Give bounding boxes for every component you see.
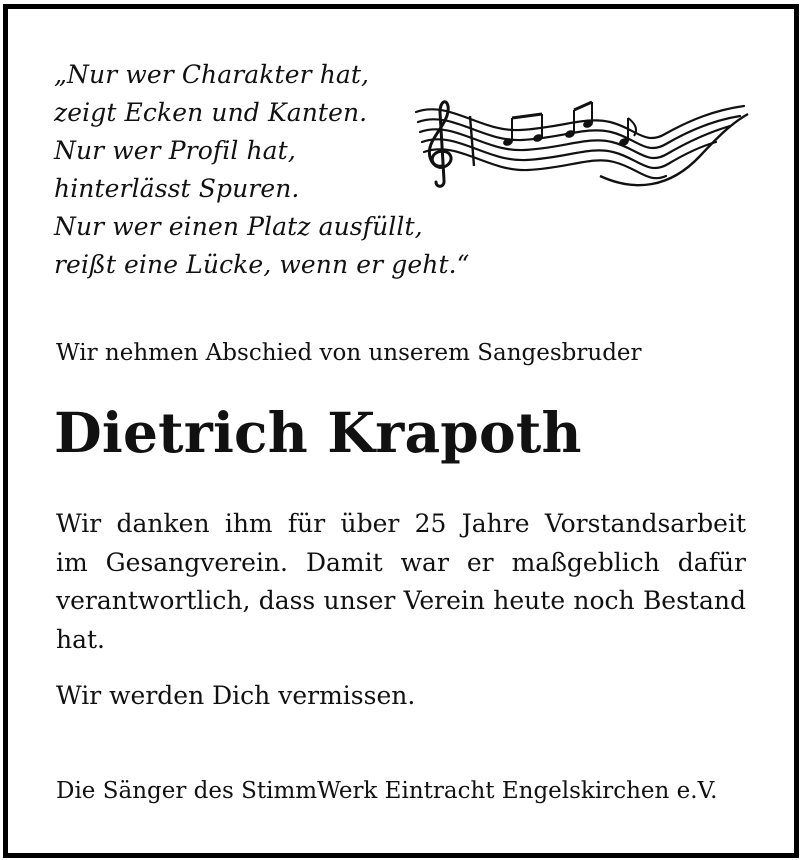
tribute-paragraph bbox=[56, 505, 746, 659]
quote-line: reißt eine Lücke, wenn er geht.“ bbox=[54, 250, 470, 279]
signature-text: Die Sänger des StimmWerk Eintracht Engelskirchen e.V. bbox=[56, 778, 718, 804]
music-staff-icon bbox=[410, 96, 750, 192]
quote-line: Nur wer Profil hat, bbox=[54, 136, 296, 165]
paragraph-line: hat. bbox=[56, 624, 105, 654]
quote-line: Nur wer einen Platz ausfüllt, bbox=[54, 212, 423, 241]
quote-line: „Nur wer Charakter hat, bbox=[54, 60, 370, 89]
paragraph-line: im Gesangverein. Damit war er maßgeblich dafür bbox=[56, 547, 746, 577]
paragraph-line: Wir danken ihm für über 25 Jahre Vorstandsarbeit bbox=[56, 509, 746, 538]
quote-line: hinterlässt Spuren. bbox=[54, 174, 300, 203]
deceased-name: Dietrich Krapoth bbox=[54, 400, 582, 465]
farewell-text: Wir werden Dich vermissen. bbox=[56, 681, 416, 710]
paragraph-line: verantwortlich, dass unser Verein heute noch Bestand bbox=[56, 586, 746, 615]
memorial-quote bbox=[54, 56, 470, 284]
intro-text: Wir nehmen Abschied von unserem Sangesbruder bbox=[56, 340, 642, 366]
quote-line: zeigt Ecken und Kanten. bbox=[54, 98, 368, 127]
